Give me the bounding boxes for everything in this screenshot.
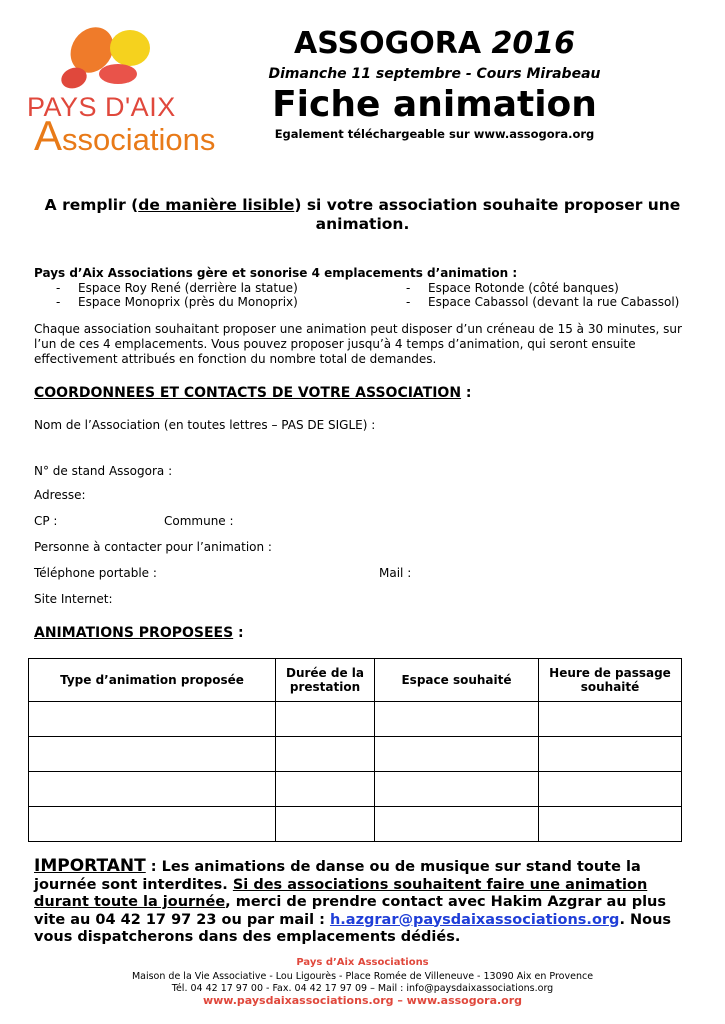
logo-petal-pink (99, 64, 137, 84)
table-cell[interactable] (375, 737, 539, 772)
logo-text-associations: Associations (34, 112, 216, 159)
intro-instruction: A remplir (de manière lisible) si votre association souhaite proposer une animation. (44, 196, 681, 233)
table-cell[interactable] (539, 807, 682, 842)
footer-contact: Tél. 04 42 17 97 00 - Fax. 04 42 17 97 09 – Mail : info@paysdaixassociations.org (171, 983, 554, 994)
table-cell[interactable] (375, 702, 539, 737)
field-cp[interactable]: CP : (34, 514, 58, 528)
table-cell[interactable] (276, 702, 375, 737)
field-contact-person[interactable]: Personne à contacter pour l’animation : (34, 540, 272, 554)
footer-organization: Pays d’Aix Associations (296, 957, 429, 968)
spot-item: - Espace Cabassol (devant la rue Cabassol) (406, 295, 680, 309)
important-notice: IMPORTANT : Les animations de danse ou de musique sur stand toute la journée sont interdites. Si des associations souhaitent faire une animation durant toute la journée, merci de prendre contact avec Hakim Azgrar au plus vite au 04 42 17 97 23 ou par mail : h.azgrar@paysdaixassociations.org. Nous vous dispatcherons dans des emplacements dédiés. (34, 856, 672, 945)
footer-websites[interactable]: www.paysdaixassociations.org – www.assogora.org (202, 994, 523, 1007)
field-address[interactable]: Adresse: (34, 488, 86, 502)
spots-heading: Pays d’Aix Associations gère et sonorise 4 emplacements d’animation : (34, 266, 518, 280)
table-cell[interactable] (29, 807, 276, 842)
spot-item: - Espace Monoprix (près du Monoprix) (56, 295, 298, 309)
table-cell[interactable] (29, 737, 276, 772)
table-row (29, 702, 682, 737)
column-header: Heure de passage souhaité (539, 659, 682, 702)
table-header-row (29, 659, 682, 702)
section-coordonnees-title: COORDONNEES ET CONTACTS DE VOTRE ASSOCIATION : (34, 385, 472, 401)
spot-item: - Espace Roy René (derrière la statue) (56, 281, 298, 295)
table-cell[interactable] (375, 772, 539, 807)
event-title: ASSOGORA 2016 (294, 26, 575, 61)
column-header: Type d’animation proposée (29, 659, 276, 702)
table-cell[interactable] (539, 772, 682, 807)
table-row (29, 737, 682, 772)
table-cell[interactable] (276, 807, 375, 842)
contact-email-link[interactable]: h.azgrar@paysdaixassociations.org (329, 911, 620, 928)
section-animations-title: ANIMATIONS PROPOSEES : (34, 625, 244, 641)
document-title: Fiche animation (272, 84, 597, 125)
table-row (29, 807, 682, 842)
download-note: Egalement téléchargeable sur www.assogora.org (274, 127, 595, 141)
column-header: Espace souhaité (375, 659, 539, 702)
field-stand-number[interactable]: N° de stand Assogora : (34, 464, 173, 478)
logo-petal-yellow (110, 30, 150, 66)
spot-item: - Espace Rotonde (côté banques) (406, 281, 619, 295)
animations-table (28, 658, 682, 842)
table-cell[interactable] (539, 737, 682, 772)
column-header: Durée de la prestation (276, 659, 375, 702)
logo-text-pays-daix: PAYS D'AIX (27, 92, 176, 122)
info-paragraph: Chaque association souhaitant proposer une animation peut disposer d’un créneau de 15 à 30 minutes, sur l’un de ces 4 emplacements. Vous pouvez proposer jusqu’à 4 temps d’animation, qui seront ensuite effectivement attribués en fonction du nombre total de demandes. (34, 322, 682, 366)
field-website[interactable]: Site Internet: (34, 592, 113, 606)
table-cell[interactable] (276, 772, 375, 807)
event-subtitle: Dimanche 11 septembre - Cours Mirabeau (268, 66, 601, 82)
footer-address: Maison de la Vie Associative - Lou Ligourès - Place Romée de Villeneuve - 13090 Aix en Provence (131, 971, 594, 982)
table-cell[interactable] (276, 737, 375, 772)
table-cell[interactable] (539, 702, 682, 737)
field-mail[interactable]: Mail : (379, 566, 412, 580)
table-cell[interactable] (29, 702, 276, 737)
table-row (29, 772, 682, 807)
field-mobile-phone[interactable]: Téléphone portable : (34, 566, 157, 580)
field-association-name[interactable]: Nom de l’Association (en toutes lettres – PAS DE SIGLE) : (34, 418, 376, 432)
table-cell[interactable] (375, 807, 539, 842)
table-cell[interactable] (29, 772, 276, 807)
field-commune[interactable]: Commune : (164, 514, 234, 528)
